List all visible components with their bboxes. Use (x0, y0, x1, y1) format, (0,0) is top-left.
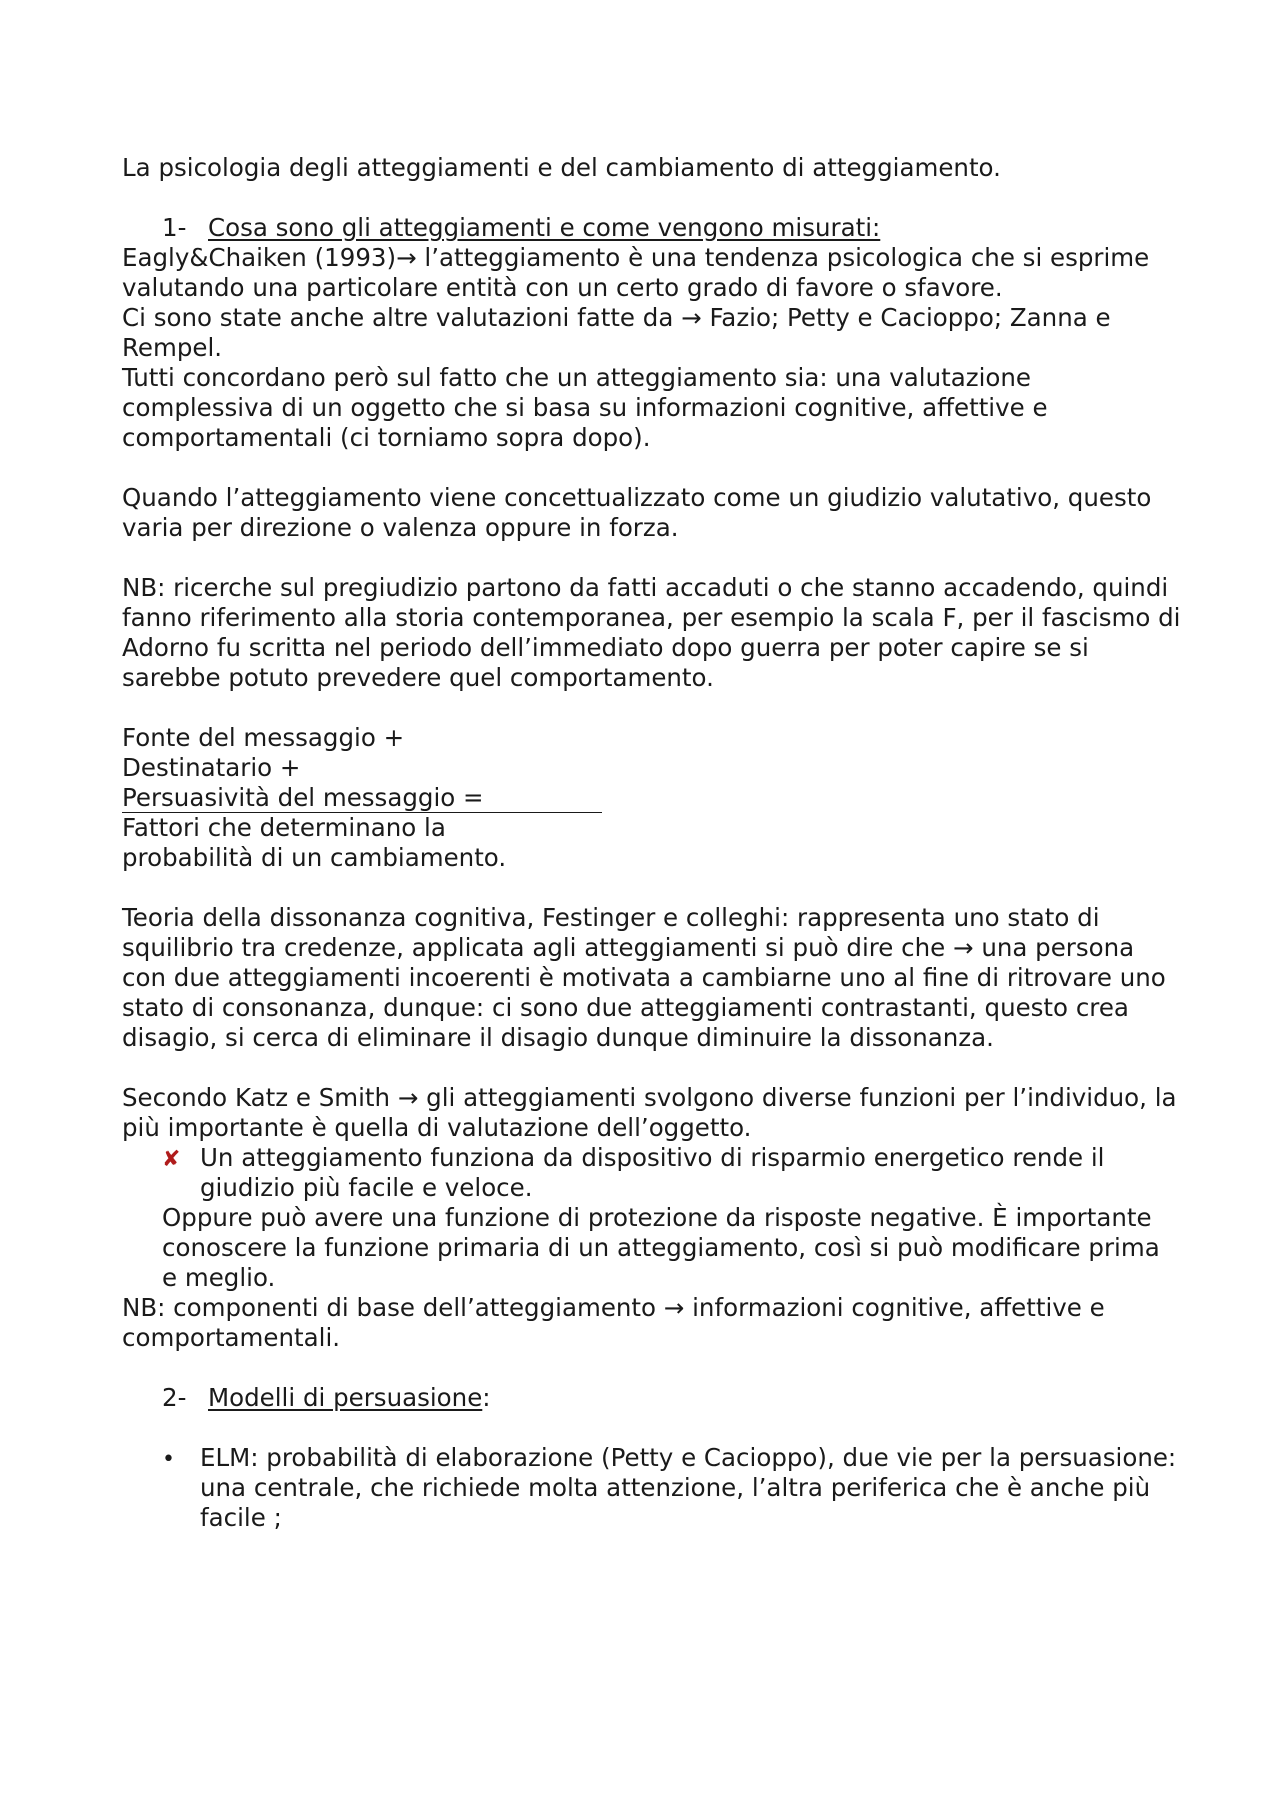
section-2-heading-text: Modelli di persuasione (208, 1383, 483, 1412)
cross-mark-icon: ✘ (162, 1147, 181, 1172)
paragraph-eagly-chaiken: Eagly&Chaiken (1993)→ l’atteggiamento è una tendenza psicologica che si esprime valutando una particolare entità con un certo grado di favore o sfavore. (122, 243, 1150, 302)
paragraph-altre-valutazioni: Ci sono state anche altre valutazioni fatte da → Fazio; Petty e Cacioppo; Zanna e Rempel. (122, 303, 1111, 362)
paragraph-dissonanza: Teoria della dissonanza cognitiva, Festinger e colleghi: rappresenta uno stato di squilibrio tra credenze, applicata agli atteggiamenti si può dire che → una persona con due atteggiamenti incoerenti è motivata a cambiarne uno al fine di ritrovare uno stato di consonanza, dunque: ci sono due atteggiamenti contrastanti, questo crea disagio, si cerca di eliminare il disagio dunque diminuire la dissonanza. (122, 903, 1166, 1052)
document-title: La psicologia degli atteggiamenti e del cambiamento di atteggiamento. (122, 153, 1001, 182)
sum-line-destinatario: Destinatario + (122, 753, 301, 782)
section-2-number: 2- (162, 1383, 187, 1412)
section-1-number: 1- (162, 213, 187, 242)
section-2-heading-colon: : (482, 1383, 491, 1412)
sum-line-persuasivita: Persuasività del messaggio = (122, 784, 602, 813)
paragraph-protezione: Oppure può avere una funzione di protezione da risposte negative. È importante conoscere la funzione primaria di un atteggiamento, così si può modificare prima e meglio. (162, 1203, 1160, 1292)
list-item-elm (122, 1443, 1182, 1533)
sum-line-fonte: Fonte del messaggio + (122, 723, 405, 752)
document-body (122, 153, 1182, 1533)
section-2-heading (122, 1383, 1182, 1413)
bullet-dot-icon: • (162, 1447, 175, 1472)
paragraph-tutti-concordano: Tutti concordano però sul fatto che un atteggiamento sia: una valutazione complessiva di un oggetto che si basa su informazioni cognitive, affettive e comportamentali (ci torniamo sopra dopo). (122, 363, 1048, 452)
list-item-risparmio-text: Un atteggiamento funziona da dispositivo di risparmio energetico rende il giudizio più facile e veloce. (200, 1143, 1105, 1202)
sum-result-line-1: Fattori che determinano la (122, 813, 446, 842)
paragraph-nb-pregiudizio: NB: ricerche sul pregiudizio partono da fatti accaduti o che stanno accadendo, quindi fanno riferimento alla storia contemporanea, per esempio la scala F, per il fascismo di Adorno fu scritta nel periodo dell’immediato dopo guerra per poter capire se si sarebbe potuto prevedere quel comportamento. (122, 573, 1181, 692)
section-1-heading (122, 213, 1182, 243)
list-item-elm-text: ELM: probabilità di elaborazione (Petty e Cacioppo), due vie per la persuasione: una centrale, che richiede molta attenzione, l’altra periferica che è anche più facile ; (200, 1443, 1177, 1532)
paragraph-giudizio-valutativo: Quando l’atteggiamento viene concettualizzato come un giudizio valutativo, questo varia per direzione o valenza oppure in forza. (122, 483, 1152, 542)
sum-result-line-2: probabilità di un cambiamento. (122, 843, 507, 872)
paragraph-katz-smith: Secondo Katz e Smith → gli atteggiamenti svolgono diverse funzioni per l’individuo, la più importante è quella di valutazione dell’oggetto. (122, 1083, 1177, 1142)
paragraph-nb-componenti: NB: componenti di base dell’atteggiamento → informazioni cognitive, affettive e comportamentali. (122, 1293, 1105, 1352)
sum-block (122, 723, 1182, 873)
list-item-risparmio (122, 1143, 1182, 1203)
section-1-heading-text: Cosa sono gli atteggiamenti e come vengono misurati: (208, 213, 881, 242)
